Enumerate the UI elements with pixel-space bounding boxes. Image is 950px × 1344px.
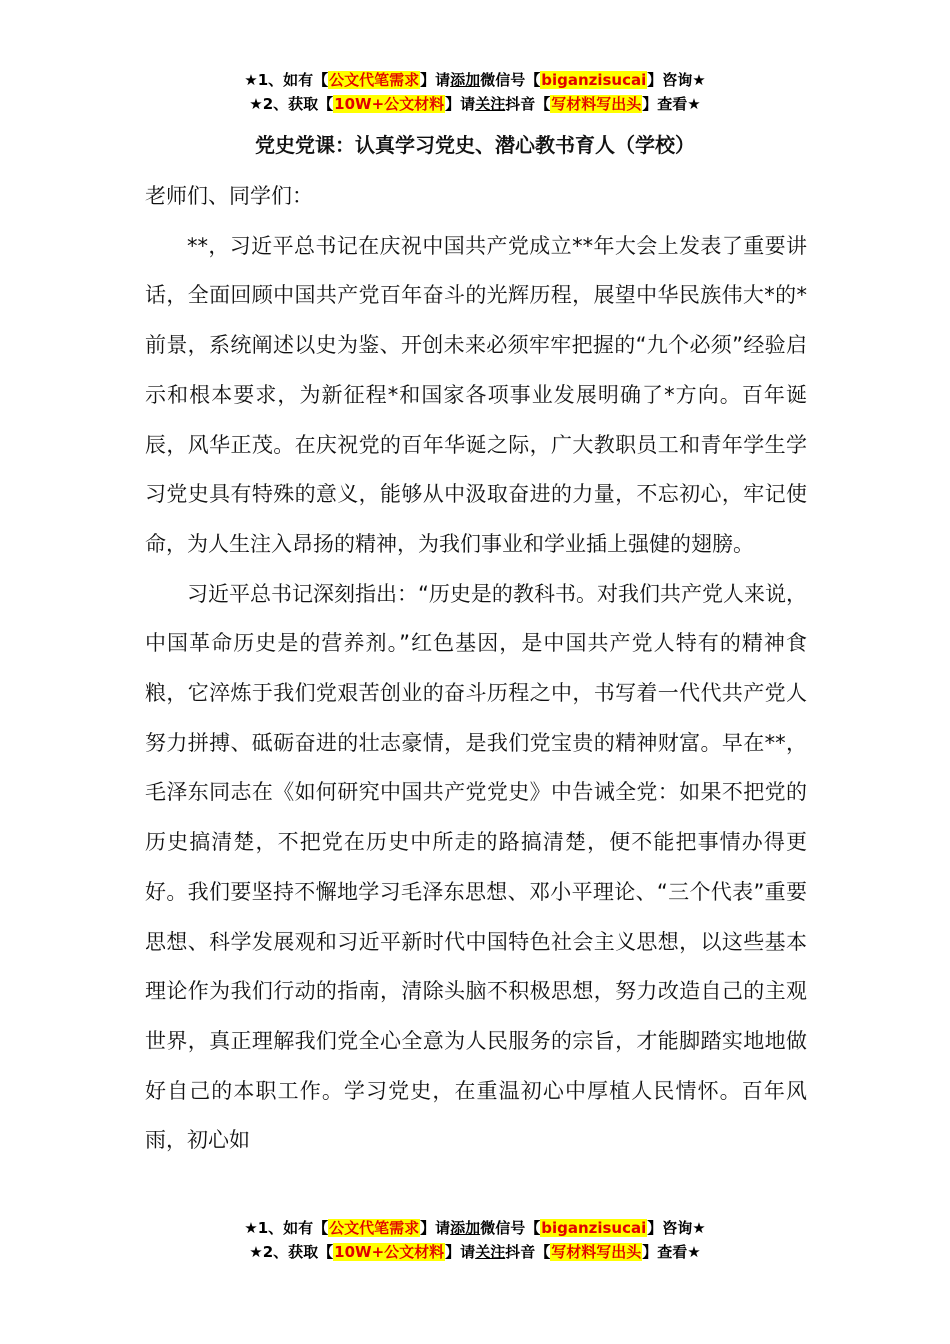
promo-text: 】咨询	[647, 71, 693, 89]
promo-wechat-id: biganzisucai	[541, 71, 647, 89]
promo-line-1	[0, 1216, 950, 1240]
document-body	[145, 172, 807, 1166]
star-icon: ★	[244, 71, 258, 89]
promo-text: 抖音【	[505, 1243, 551, 1261]
promo-text: 】咨询	[647, 1219, 693, 1237]
promo-douyin-id: 写材料写出头	[551, 95, 642, 113]
promo-highlight: 10W+公文材料	[334, 95, 445, 113]
salutation: 老师们、同学们：	[145, 184, 313, 208]
star-icon: ★	[249, 1243, 263, 1261]
promo-text: 微信号【	[480, 71, 541, 89]
star-icon: ★	[249, 95, 263, 113]
body-paragraph: 习近平总书记深刻指出：“历史是的教科书。对我们共产党人来说，中国革命历史是的营养剂。”红色基因，是中国共产党人特有的精神食粮，它淬炼于我们党艰苦创业的奋斗历程之中，书写着一代代共产党人努力拼搏、砥砺奋进的壮志豪情，是我们党宝贵的精神财富。早在**，毛泽东同志在《如何研究中国共产党党史》中告诫全党：如果不把党的历史搞清楚，不把党在历史中所走的路搞清楚，便不能把事情办得更好。我们要坚持不懈地学习毛泽东思想、邓小平理论、“三个代表”重要思想、科学发展观和习近平新时代中国特色社会主义思想，以这些基本理论作为我们行动的指南，清除头脑不积极思想，努力改造自己的主观世界，真正理解我们党全心全意为人民服务的宗旨，才能脚踏实地地做好自己的本职工作。学习党史，在重温初心中厚植人民情怀。百年风雨，初心如	[145, 581, 807, 1153]
promo-text: 微信号【	[480, 1219, 541, 1237]
promo-text: 1、如有【	[257, 1219, 329, 1237]
promo-text: 】请	[445, 95, 476, 113]
star-icon: ★	[687, 95, 701, 113]
promo-text: 2、获取【	[262, 1243, 334, 1261]
promo-wechat-id: biganzisucai	[541, 1219, 647, 1237]
promo-highlight: 公文代笔需求	[329, 71, 420, 89]
promo-text: 】查看	[642, 1243, 688, 1261]
promo-line-2	[0, 1240, 950, 1264]
promo-douyin-id: 写材料写出头	[551, 1243, 642, 1261]
promo-banner-bottom	[0, 1216, 950, 1264]
promo-text: 1、如有【	[257, 71, 329, 89]
promo-text: 】请	[445, 1243, 476, 1261]
promo-line-1	[0, 68, 950, 92]
promo-text: 2、获取【	[262, 95, 334, 113]
promo-underline-text: 添加	[450, 1219, 481, 1237]
promo-highlight: 公文代笔需求	[329, 1219, 420, 1237]
promo-underline-text: 添加	[450, 71, 481, 89]
star-icon: ★	[692, 71, 706, 89]
promo-text: 】请	[420, 1219, 451, 1237]
promo-text: 】请	[420, 71, 451, 89]
promo-line-2	[0, 92, 950, 116]
promo-underline-text: 关注	[475, 95, 506, 113]
star-icon: ★	[244, 1219, 258, 1237]
promo-text: 】查看	[642, 95, 688, 113]
star-icon: ★	[687, 1243, 701, 1261]
promo-highlight: 10W+公文材料	[334, 1243, 445, 1261]
promo-text: 抖音【	[505, 95, 551, 113]
promo-banner-top	[0, 68, 950, 116]
document-title: 党史党课：认真学习党史、潜心教书育人（学校）	[255, 133, 695, 157]
promo-underline-text: 关注	[475, 1243, 506, 1261]
body-paragraph: **，习近平总书记在庆祝中国共产党成立**年大会上发表了重要讲话，全面回顾中国共产党百年奋斗的光辉历程，展望中华民族伟大*的*前景，系统阐述以史为鉴、开创未来必须牢牢把握的“九个必须”经验启示和根本要求，为新征程*和国家各项事业发展明确了*方向。百年诞辰，风华正茂。在庆祝党的百年华诞之际，广大教职员工和青年学生学习党史具有特殊的意义，能够从中汲取奋进的力量，不忘初心，牢记使命，为人生注入昂扬的精神，为我们事业和学业插上强健的翅膀。	[145, 233, 807, 556]
star-icon: ★	[692, 1219, 706, 1237]
